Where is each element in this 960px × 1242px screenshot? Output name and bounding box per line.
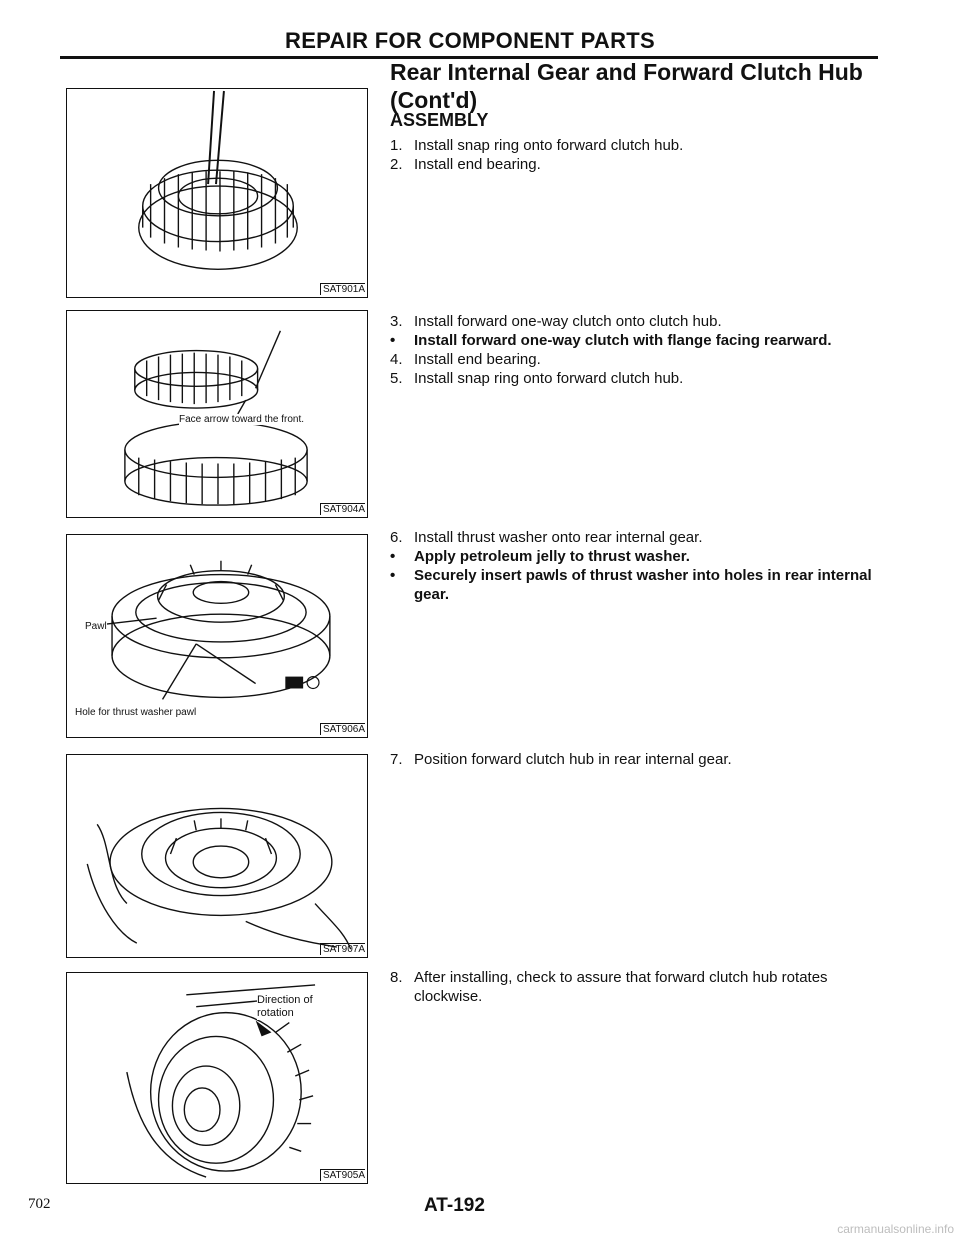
figure-rotation-check: [66, 972, 368, 1184]
figure-code: SAT906A: [320, 723, 365, 735]
step-item: [390, 350, 880, 369]
step-text: Apply petroleum jelly to thrust washer.: [414, 548, 690, 565]
step-item: [390, 136, 880, 155]
step-item: [390, 312, 880, 331]
step-item: [390, 331, 880, 350]
step-marker: 7.: [390, 751, 403, 768]
figure-label: Direction of rotation: [257, 994, 327, 1020]
step-item: [390, 968, 880, 1006]
figure-snap-ring: [66, 88, 368, 298]
step-text: Install end bearing.: [414, 156, 541, 173]
step-text: Install end bearing.: [414, 351, 541, 368]
step-item: [390, 547, 880, 566]
bullet-marker: •: [390, 548, 396, 565]
step-item: [390, 750, 880, 769]
step-text: Position forward clutch hub in rear internal gear.: [414, 751, 732, 768]
petroleum-jelly-icon: [285, 677, 319, 689]
step-text: Install thrust washer onto rear internal gear.: [414, 529, 703, 546]
section-title: Rear Internal Gear and Forward Clutch Hub (Cont'd): [390, 59, 863, 113]
bullet-marker: •: [390, 332, 396, 349]
step-text: Securely insert pawls of thrust washer into holes in rear internal gear.: [414, 567, 872, 603]
figure-hub-position: [66, 754, 368, 958]
figure-code: SAT907A: [320, 943, 365, 955]
figure-one-way-clutch: [66, 310, 368, 518]
step-list-5: [390, 968, 880, 1006]
step-list-2: [390, 312, 880, 388]
step-marker: 6.: [390, 529, 403, 546]
step-marker: 3.: [390, 313, 403, 330]
section-page-code: AT-192: [424, 1195, 485, 1216]
step-list-3: [390, 528, 880, 604]
step-text: Install forward one-way clutch onto clutch hub.: [414, 313, 722, 330]
bullet-marker: •: [390, 567, 396, 584]
step-text: Install snap ring onto forward clutch hub.: [414, 137, 684, 154]
step-list-4: [390, 750, 880, 769]
step-list-1: [390, 136, 880, 174]
page-number: 702: [28, 1196, 51, 1212]
figure-code: SAT905A: [320, 1169, 365, 1181]
section-subtitle: ASSEMBLY: [390, 110, 489, 130]
figure-code: SAT901A: [320, 283, 365, 295]
step-text: Install forward one-way clutch with flange facing rearward.: [414, 332, 832, 349]
step-item: [390, 155, 880, 174]
step-item: [390, 369, 880, 388]
step-item: [390, 566, 880, 604]
step-item: [390, 528, 880, 547]
hub-position-illustration: [67, 755, 367, 957]
step-marker: 5.: [390, 370, 403, 387]
watermark: carmanualsonline.info: [837, 1222, 954, 1236]
figure-thrust-washer: [66, 534, 368, 738]
step-marker: 1.: [390, 137, 403, 154]
step-marker: 4.: [390, 351, 403, 368]
page-header: REPAIR FOR COMPONENT PARTS: [285, 28, 655, 53]
figure-code: SAT904A: [320, 503, 365, 515]
step-marker: 2.: [390, 156, 403, 173]
figure-label: Pawl: [85, 621, 107, 632]
step-text: Install snap ring onto forward clutch hub.: [414, 370, 684, 387]
figure-label: Hole for thrust washer pawl: [75, 707, 197, 718]
figure-label: Face arrow toward the front.: [179, 414, 305, 425]
step-text: After installing, check to assure that forward clutch hub rotates clockwise.: [414, 969, 828, 1005]
step-marker: 8.: [390, 969, 403, 986]
clutch-hub-snap-ring-illustration: [67, 89, 367, 297]
